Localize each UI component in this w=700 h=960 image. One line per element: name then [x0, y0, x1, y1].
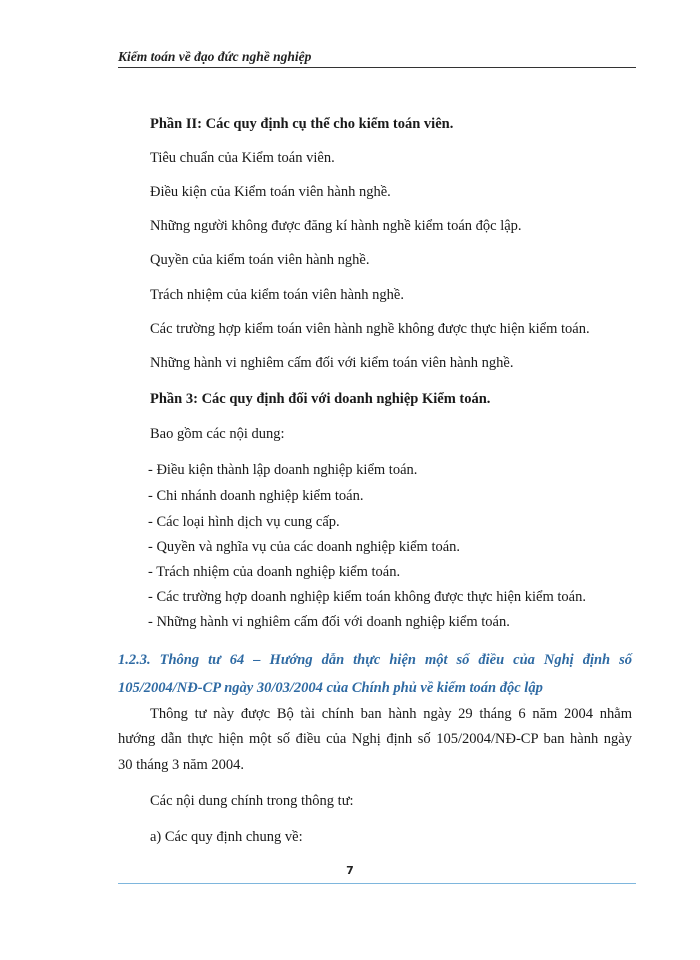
part3-intro: Bao gồm các nội dung: — [150, 426, 285, 442]
part2-item: Những người không được đăng kí hành nghề kiểm toán độc lập. — [150, 218, 522, 234]
page-number: 7 — [346, 864, 354, 877]
part2-item: Quyền của kiểm toán viên hành nghề. — [150, 252, 370, 268]
part3-item: - Trách nhiệm của doanh nghiệp kiểm toán. — [148, 564, 401, 580]
part2-item: Các trường hợp kiểm toán viên hành nghề không được thực hiện kiểm toán. — [150, 321, 590, 337]
part2-item: Tiêu chuẩn của Kiểm toán viên. — [150, 150, 335, 166]
page-header — [118, 49, 636, 68]
paragraph-line: Thông tư này được Bộ tài chính ban hành ngày 29 tháng 6 năm 2004 nhằm — [150, 706, 632, 722]
section-heading-line2: 105/2004/NĐ-CP ngày 30/03/2004 của Chính phủ về kiểm toán độc lập — [118, 680, 543, 696]
section-heading-line1: 1.2.3. Thông tư 64 – Hướng dẫn thực hiện một số điều của Nghị định số — [118, 652, 632, 668]
part3-item: - Các trường hợp doanh nghiệp kiểm toán không được thực hiện kiểm toán. — [148, 589, 586, 605]
part3-item: - Chi nhánh doanh nghiệp kiểm toán. — [148, 488, 364, 504]
paragraph-line: hướng dẫn thực hiện một số điều của Nghị định số 105/2004/NĐ-CP ban hành ngày — [118, 731, 632, 747]
part3-heading: Phần 3: Các quy định đối với doanh nghiệp Kiểm toán. — [150, 391, 491, 407]
footer-divider — [118, 883, 636, 884]
paragraph-line: 30 tháng 3 năm 2004. — [118, 757, 245, 773]
part2-item: Điều kiện của Kiểm toán viên hành nghề. — [150, 184, 391, 200]
part3-item: - Các loại hình dịch vụ cung cấp. — [148, 514, 340, 530]
item-a-label: a) Các quy định chung về: — [150, 829, 303, 845]
part2-item: Những hành vi nghiêm cấm đối với kiểm toán viên hành nghề. — [150, 355, 514, 371]
part3-item: - Những hành vi nghiêm cấm đối với doanh nghiệp kiểm toán. — [148, 614, 510, 630]
part3-item: - Quyền và nghĩa vụ của các doanh nghiệp kiểm toán. — [148, 539, 461, 555]
part2-heading: Phần II: Các quy định cụ thể cho kiểm toán viên. — [150, 116, 454, 132]
part3-item: - Điều kiện thành lập doanh nghiệp kiểm toán. — [148, 462, 418, 478]
header-title: Kiểm toán về đạo đức nghề nghiệp — [118, 49, 312, 64]
main-contents-label: Các nội dung chính trong thông tư: — [150, 793, 354, 809]
part2-item: Trách nhiệm của kiểm toán viên hành nghề. — [150, 287, 404, 303]
